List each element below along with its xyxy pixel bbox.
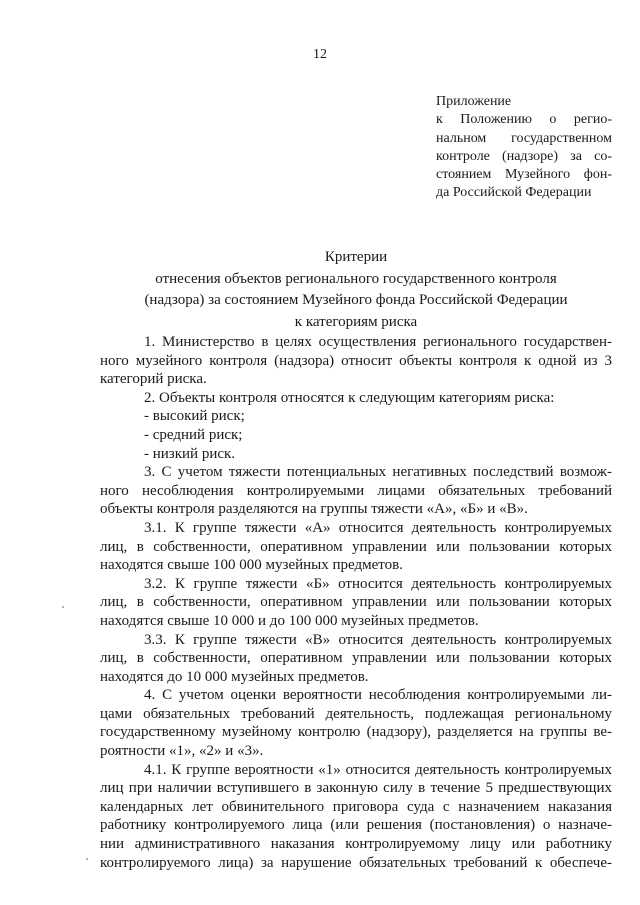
body-line: календарных лет обвинительного приговора суда с назначением наказания: [100, 798, 612, 815]
body-line: 2. Объекты контроля относятся к следующим категориям риска:: [144, 389, 555, 406]
body-line: 4. С учетом оценки вероятности несоблюдения контролируемыми ли-: [144, 687, 612, 704]
body-line: 1. Министерство в целях осуществления регионального государствен-: [144, 334, 612, 350]
body-line: категорий риска.: [100, 371, 207, 388]
body-line: 3. С учетом тяжести потенциальных негативных последствий возмож-: [144, 464, 612, 481]
body-line: лиц, в собственности, оперативном управлении или пользовании которых: [100, 594, 612, 611]
body-line: находятся свыше 100 000 музейных предметов.: [100, 557, 403, 574]
body-line: ного музейного контроля (надзора) относит объекты контроля к одной из 3: [100, 352, 612, 369]
appendix-title: Приложение: [436, 94, 512, 109]
body-line: нии административного наказания контролируемому лицу или работнику: [100, 836, 612, 853]
scan-speck: [86, 858, 88, 860]
appendix-line: контроле (надзоре) за со-: [436, 148, 612, 164]
appendix-line: к Положению о регио-: [436, 112, 612, 128]
body-line: находятся свыше 10 000 и до 100 000 музейных предметов.: [100, 612, 479, 629]
appendix-line: нальном государственном: [436, 130, 612, 146]
list-item: - высокий риск;: [144, 408, 245, 425]
body-line: лиц, в собственности, оперативном управлении или пользовании которых: [100, 650, 612, 667]
heading-line: (надзора) за состоянием Музейного фонда Российской Федерации: [144, 292, 568, 308]
body-line: роятности «1», «2» и «3».: [100, 743, 264, 760]
body-line: находятся до 10 000 музейных предметов.: [100, 668, 369, 685]
scan-speck: [62, 606, 64, 608]
heading-line: к категориям риска: [294, 313, 418, 330]
body-line: ного несоблюдения контролируемыми лицами обязательных требований: [100, 482, 612, 499]
appendix-block: [436, 93, 612, 203]
list-item: - средний риск;: [144, 426, 243, 443]
body-line: 3.2. К группе тяжести «Б» относится деятельность контролируемых: [144, 575, 612, 592]
list-item: - низкий риск.: [144, 445, 236, 462]
body-line: цами обязательных требований деятельность, подлежащая региональному: [100, 705, 612, 722]
heading-title: Критерии: [324, 249, 388, 265]
body-line: 3.1. К группе тяжести «А» относится деятельность контролируемых: [144, 519, 612, 536]
appendix-line: стоянием Музейного фон-: [436, 167, 612, 183]
body-line: 4.1. К группе вероятности «1» относится деятельность контролируемых: [144, 761, 612, 778]
appendix-line: да Российской Федерации: [436, 185, 592, 201]
body-line: объекты контроля разделяются на группы тяжести «А», «Б» и «В».: [100, 501, 528, 518]
heading-line: отнесения объектов регионального государственного контроля: [155, 270, 557, 287]
body-line: работнику контролируемого лица (или решения (постановления) о назначе-: [100, 817, 612, 834]
document-heading: [100, 247, 612, 333]
body-line: государственному музейному контролю (надзору), разделяется на группы ве-: [100, 724, 612, 741]
body-line: лиц, в собственности, оперативном управлении или пользовании которых: [100, 538, 612, 555]
body-line: лиц при наличии вступившего в законную силу в течение 5 предшествующих: [100, 780, 612, 797]
body-line: контролируемого лица) за нарушение обязательных требований к обеспече-: [100, 854, 612, 871]
document-body: [100, 333, 612, 872]
body-line: 3.3. К группе тяжести «В» относится деятельность контролируемых: [144, 631, 612, 648]
page-number: 12: [313, 47, 327, 62]
